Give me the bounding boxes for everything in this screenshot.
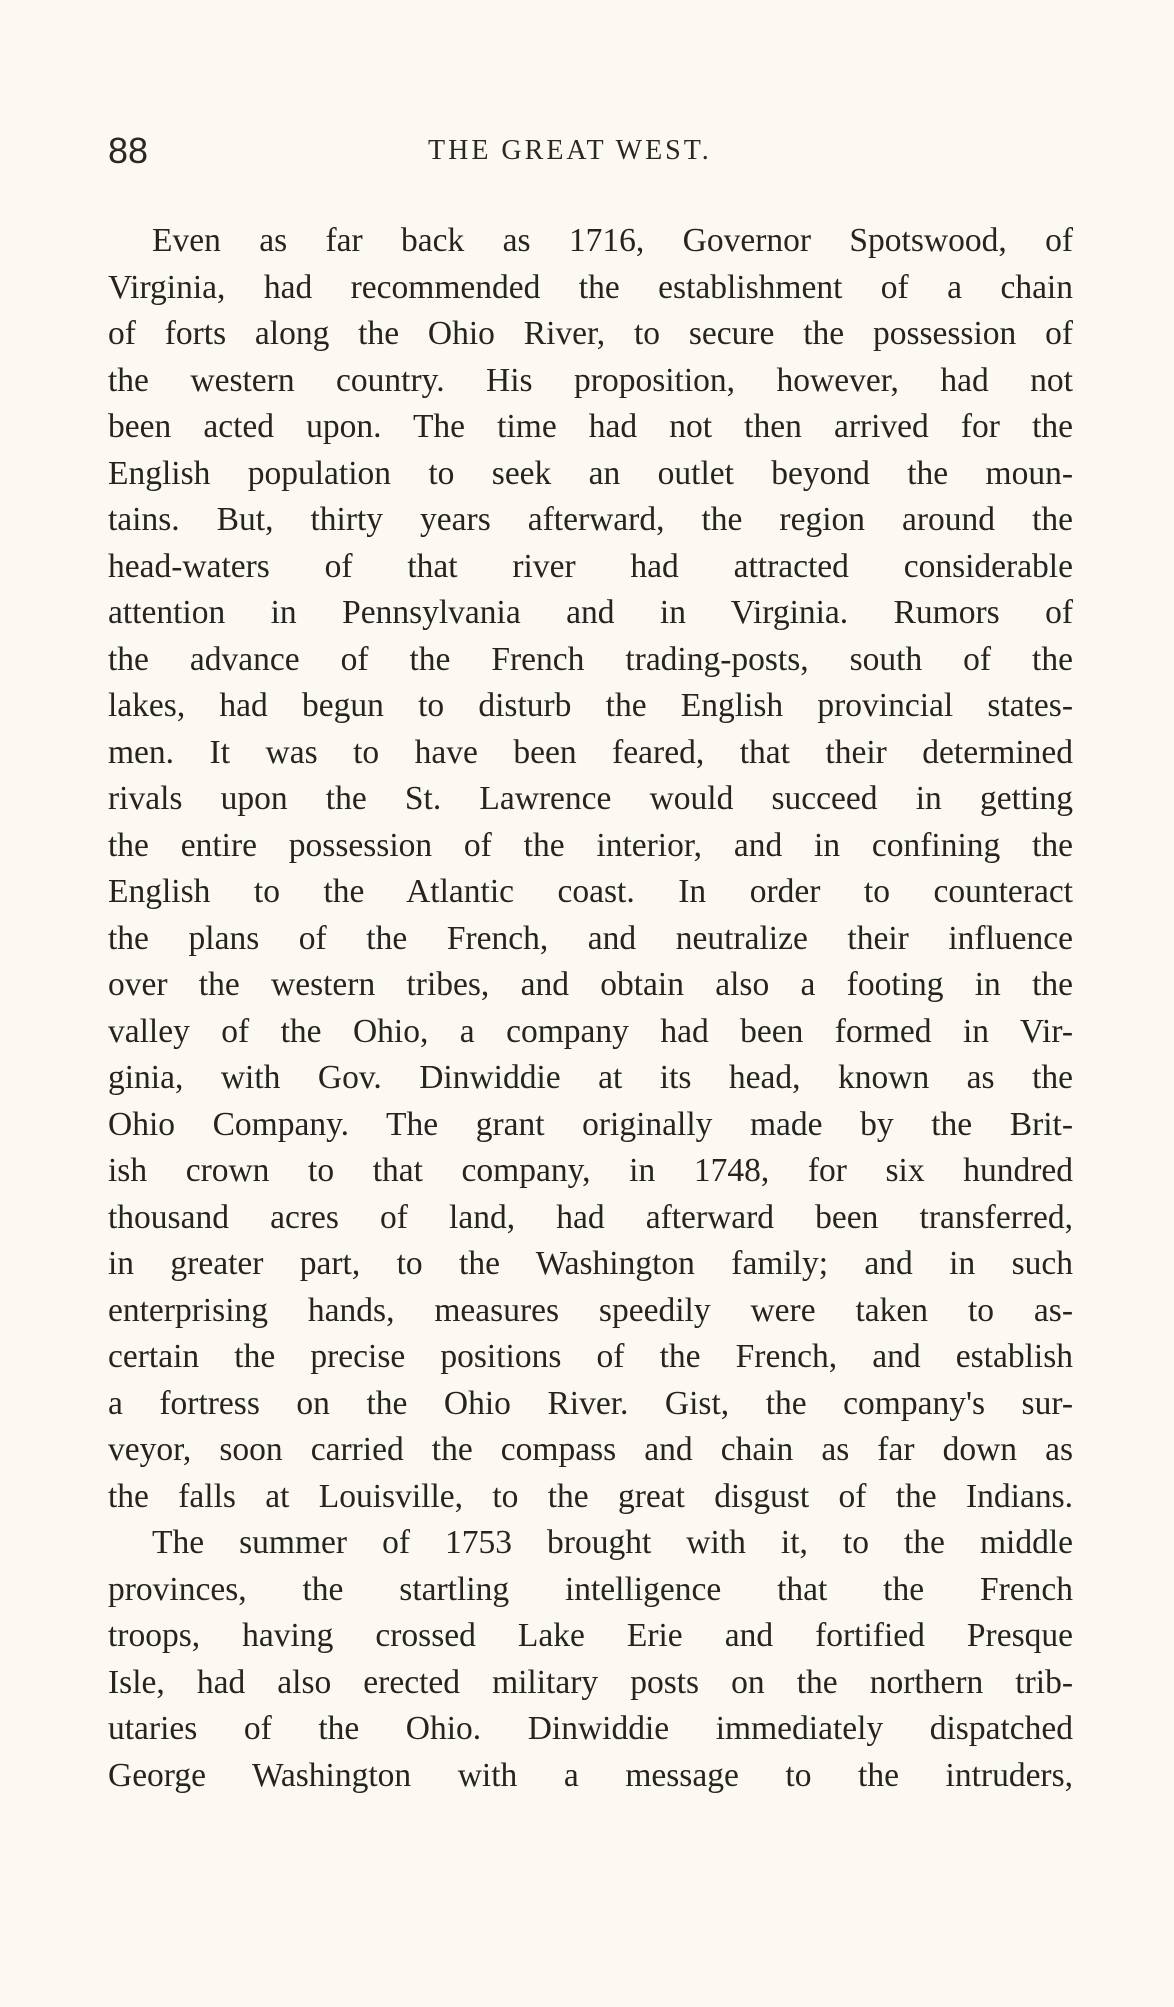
paragraph-line: George Washington with a message to the intruders, xyxy=(108,1756,1073,1794)
body-text xyxy=(108,218,1073,1799)
paragraph-line: enterprising hands, measures speedily were taken to as- xyxy=(108,1291,1073,1329)
paragraph-line: valley of the Ohio, a company had been formed in Vir- xyxy=(108,1012,1073,1050)
paragraph-line: lakes, had begun to disturb the English provincial states- xyxy=(108,687,1073,724)
page-header xyxy=(108,130,1068,180)
page-number: 88 xyxy=(108,130,149,171)
paragraph-line: Virginia, had recommended the establishment of a chain xyxy=(108,268,1073,306)
paragraph-line: ginia, with Gov. Dinwiddie at its head, known as the xyxy=(108,1059,1073,1096)
paragraph-line: the falls at Louisville, to the great disgust of the Indians. xyxy=(108,1477,1073,1515)
paragraph-line: provinces, the startling intelligence that the French xyxy=(108,1570,1073,1608)
paragraph-line: a fortress on the Ohio River. Gist, the company's sur- xyxy=(108,1384,1073,1422)
paragraph-line: troops, having crossed Lake Erie and fortified Presque xyxy=(108,1617,1073,1654)
running-head: THE GREAT WEST. xyxy=(428,135,712,166)
paragraph-line: Even as far back as 1716, Governor Spotswood, of xyxy=(152,222,1073,259)
paragraph-line: head-waters of that river had attracted considerable xyxy=(108,547,1073,585)
paragraph-line: of forts along the Ohio River, to secure the possession of xyxy=(108,315,1073,352)
paragraph-line: certain the precise positions of the French, and establish xyxy=(108,1338,1073,1375)
paragraph-line: in greater part, to the Washington family; and in such xyxy=(108,1245,1073,1282)
paragraph-line: rivals upon the St. Lawrence would succeed in getting xyxy=(108,780,1073,817)
paragraph-line: Ohio Company. The grant originally made by the Brit- xyxy=(108,1105,1073,1143)
paragraph-line: been acted upon. The time had not then arrived for the xyxy=(108,408,1073,445)
paragraph-line: English to the Atlantic coast. In order to counteract xyxy=(108,873,1073,910)
paragraph-line: veyor, soon carried the compass and chain as far down as xyxy=(108,1431,1073,1468)
paragraph-line: over the western tribes, and obtain also a footing in the xyxy=(108,966,1073,1003)
paragraph-line: the western country. His proposition, however, had not xyxy=(108,361,1073,399)
paragraph-line: The summer of 1753 brought with it, to the middle xyxy=(152,1524,1073,1561)
paragraph-line: the entire possession of the interior, and in confining the xyxy=(108,826,1073,864)
paragraph-line: utaries of the Ohio. Dinwiddie immediately dispatched xyxy=(108,1710,1073,1747)
paragraph-line: tains. But, thirty years afterward, the region around the xyxy=(108,501,1073,538)
paragraph-line: ish crown to that company, in 1748, for six hundred xyxy=(108,1152,1073,1189)
paragraph-line: the plans of the French, and neutralize their influence xyxy=(108,919,1073,957)
paragraph-line: men. It was to have been feared, that their determined xyxy=(108,733,1073,771)
paragraph-line: attention in Pennsylvania and in Virginia. Rumors of xyxy=(108,594,1073,631)
paragraph-line: English population to seek an outlet beyond the moun- xyxy=(108,454,1073,492)
paragraph-line: Isle, had also erected military posts on the northern trib- xyxy=(108,1663,1073,1701)
paragraph-line: thousand acres of land, had afterward been transferred, xyxy=(108,1198,1073,1236)
paragraph-line: the advance of the French trading-posts, south of the xyxy=(108,640,1073,678)
